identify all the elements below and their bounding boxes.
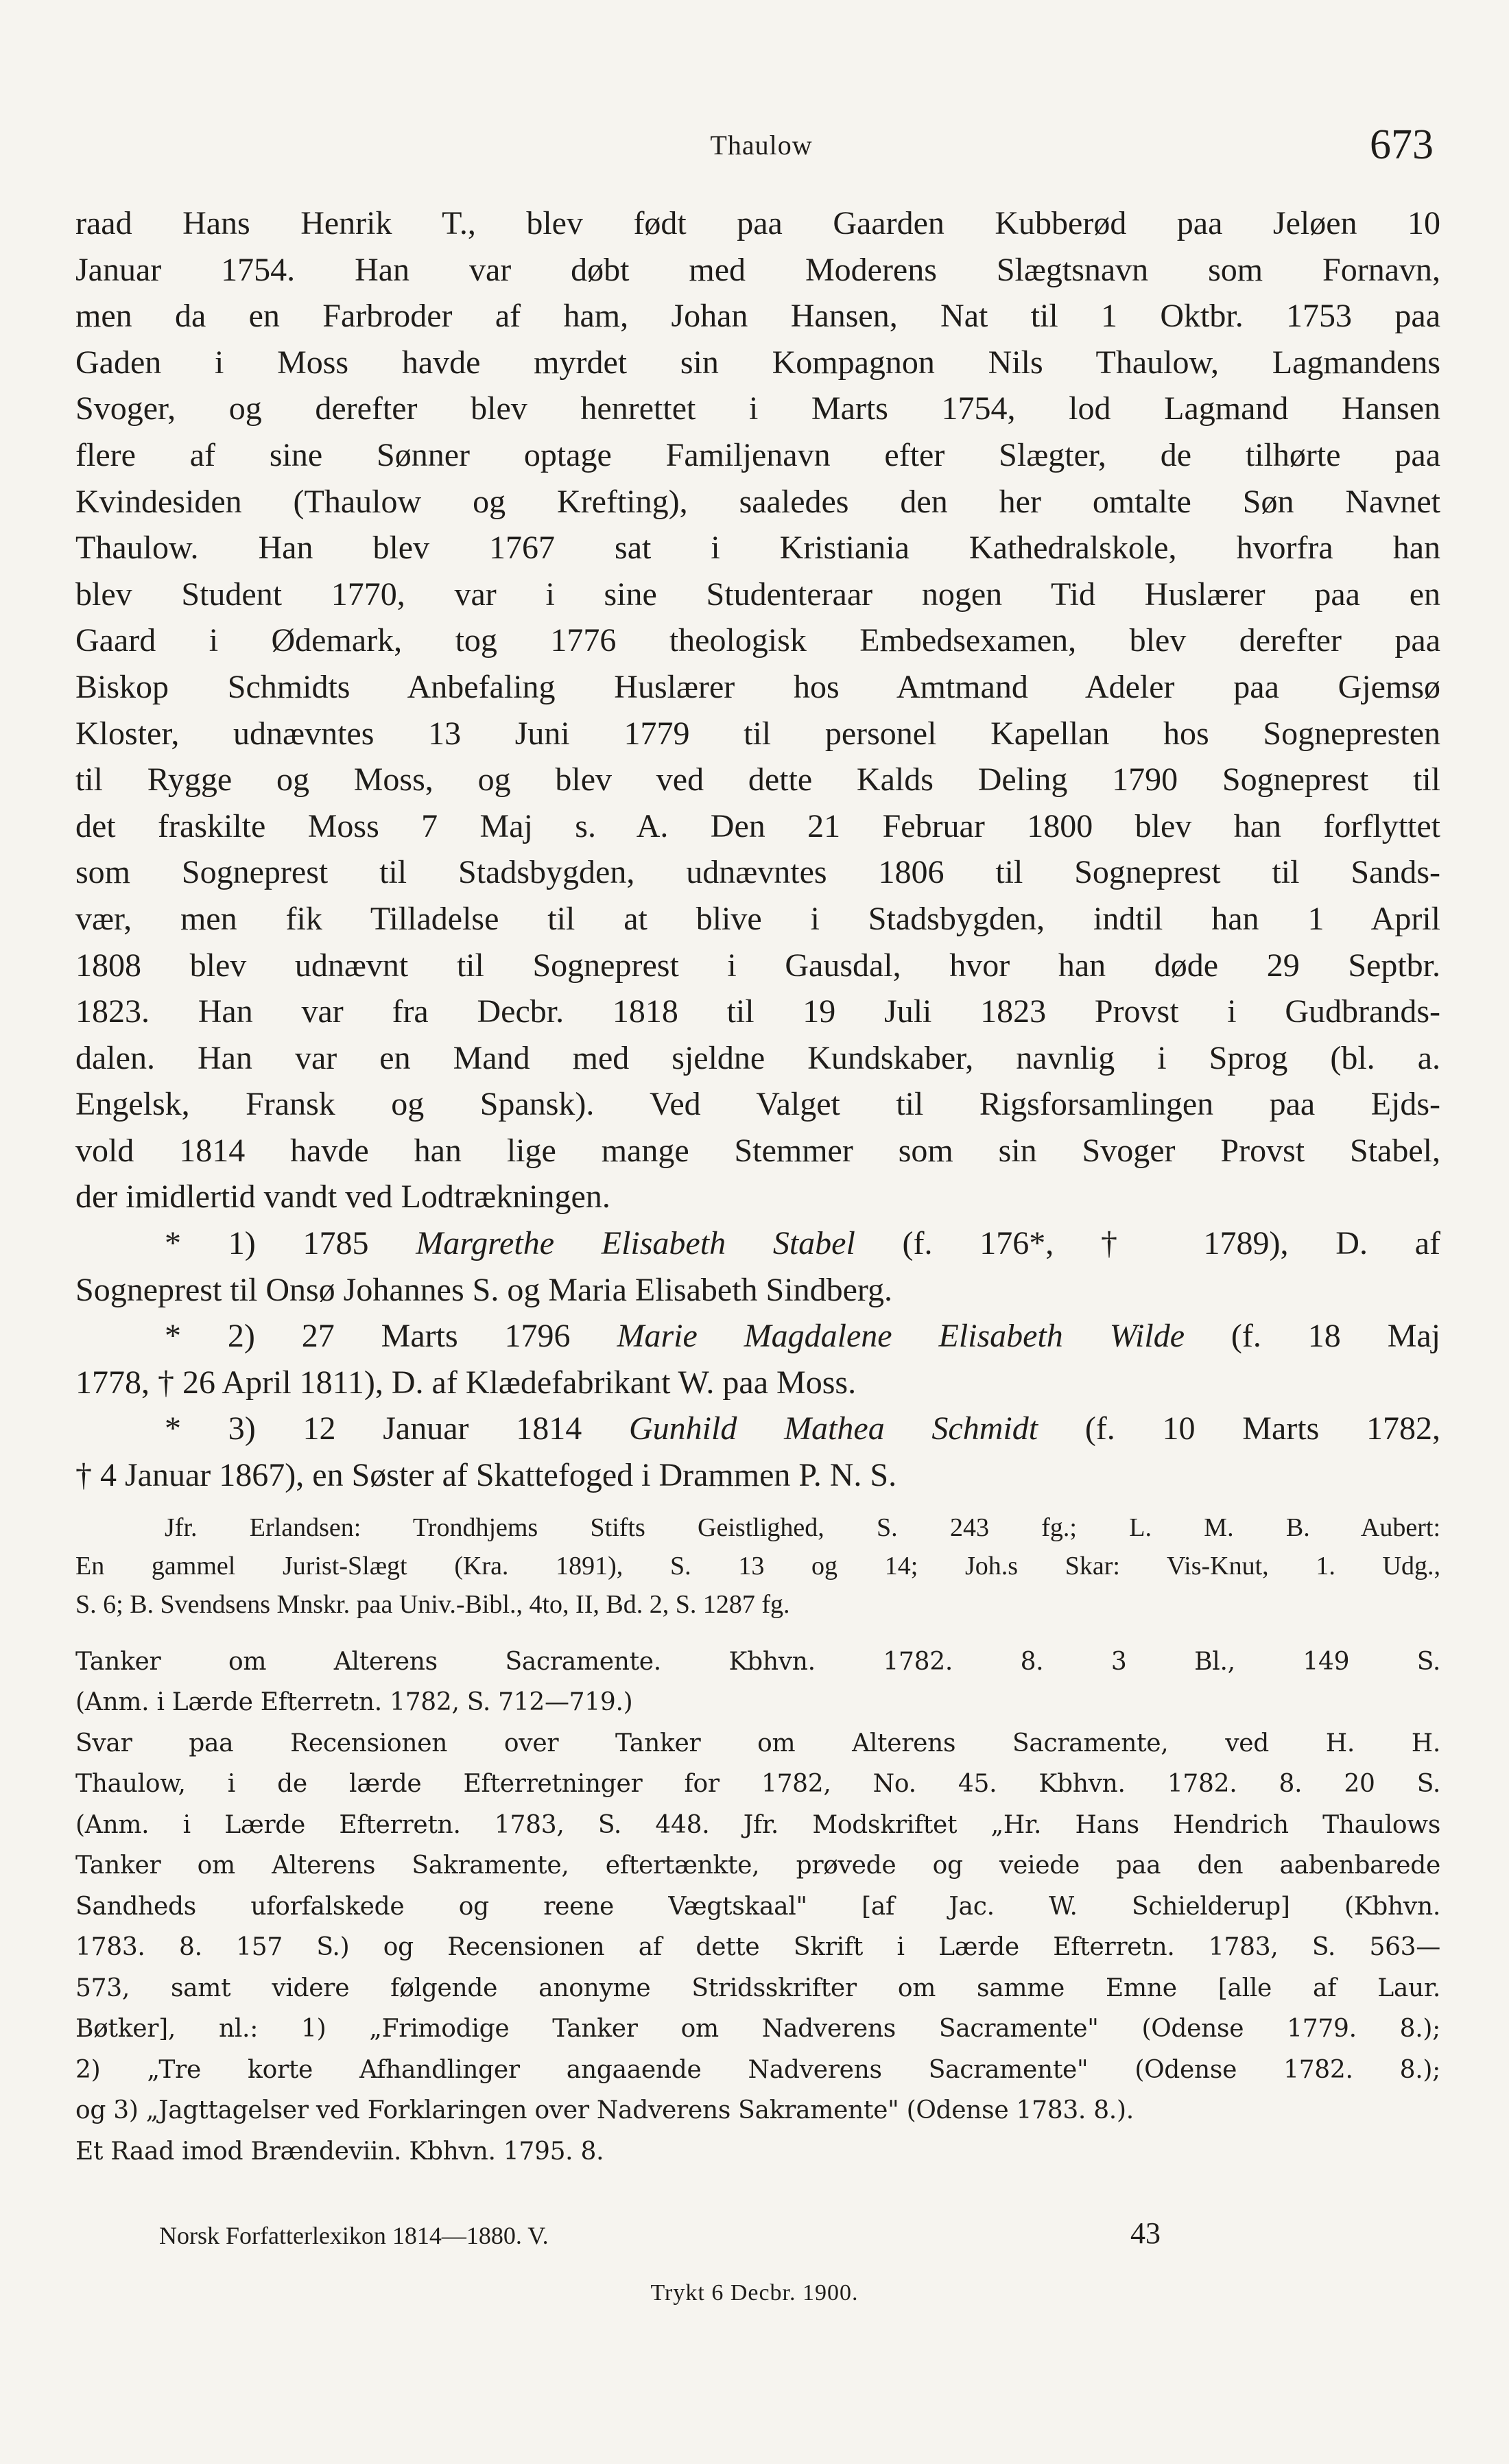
- text-line: som Sogneprest til Stadsbygden, udnævntes 1806 til Sogneprest til Sands-: [75, 854, 1440, 891]
- text-line: der imidlertid vandt ved Lodtrækningen.: [75, 1178, 610, 1216]
- marriage-lead: * 3) 12 Januar 1814: [165, 1410, 629, 1447]
- text-line: Kloster, udnævntes 13 Juni 1779 til personel Kapellan hos Sognepresten: [75, 715, 1440, 752]
- marriage-details: (f. 18 Maj: [1185, 1318, 1441, 1355]
- spouse-name: Gunhild Mathea Schmidt: [628, 1410, 1038, 1447]
- text-line: Biskop Schmidts Anbefaling Huslærer hos Amtmand Adeler paa Gjemsø: [75, 668, 1440, 705]
- marriage-line-2: 1778, † 26 April 1811), D. af Klædefabrikant W. paa Moss.: [75, 1364, 857, 1401]
- marriage-details: (f. 10 Marts 1782,: [1038, 1410, 1441, 1447]
- marriage-line-2: Sogneprest til Onsø Johannes S. og Maria Elisabeth Sindberg.: [75, 1271, 892, 1308]
- text-line: flere af sine Sønner optage Familjenavn efter Slægter, de tilhørte paa: [75, 436, 1440, 473]
- marriage-line: [75, 1220, 1440, 1267]
- text-line: 1808 blev udnævnt til Sogneprest i Gausdal, hvor han døde 29 Septbr.: [75, 947, 1440, 984]
- footer-signature: [159, 2216, 1161, 2260]
- signature-text: Norsk Forfatterlexikon 1814—1880. V.: [159, 2222, 549, 2249]
- reference-line: En gammel Jurist-Slægt (Kra. 1891), S. 13 og 14; Joh.s Skar: Vis-Knut, 1. Udg.,: [75, 1551, 1440, 1580]
- bibliography-line: (Anm. i Lærde Efterretn. 1782, S. 712—719.): [75, 1688, 633, 1717]
- bibliography-line: 2) „Tre korte Afhandlinger angaaende Nadverens Sacramente" (Odense 1782. 8.);: [75, 2055, 1440, 2084]
- text-line: men da en Farbroder af ham, Johan Hansen, Nat til 1 Oktbr. 1753 paa: [75, 298, 1440, 335]
- text-line: Engelsk, Fransk og Spansk). Ved Valget til Rigsforsamlingen paa Ejds-: [75, 1086, 1440, 1123]
- text-line: vold 1814 havde han lige mange Stemmer som sin Svoger Provst Stabel,: [75, 1132, 1440, 1169]
- text-line: Gaden i Moss havde myrdet sin Kompagnon Nils Thaulow, Lagmandens: [75, 344, 1440, 381]
- text-line: det fraskilte Moss 7 Maj s. A. Den 21 Februar 1800 blev han forflyttet: [75, 807, 1440, 844]
- bibliography-line: Bøtker], nl.: 1) „Frimodige Tanker om Nadverens Sacramente" (Odense 1779. 8.);: [75, 2015, 1440, 2044]
- reference-line: Jfr. Erlandsen: Trondhjems Stifts Geistlighed, S. 243 fg.; L. M. B. Aubert:: [165, 1513, 1440, 1542]
- bibliography-line: Tanker om Alterens Sacramente. Kbhvn. 1782. 8. 3 Bl., 149 S.: [75, 1647, 1440, 1676]
- marriage-line: [75, 1313, 1440, 1360]
- text-line: Januar 1754. Han var døbt med Moderens Slægtsnavn som Fornavn,: [75, 251, 1440, 288]
- bibliography-line: Et Raad imod Brændeviin. Kbhvn. 1795. 8.: [75, 2137, 604, 2166]
- marriage-lead: * 2) 27 Marts 1796: [165, 1318, 617, 1355]
- bibliography-line: 573, samt videre følgende anonyme Stridsskrifter om samme Emne [alle af Laur.: [75, 1974, 1440, 2002]
- spouse-name: Marie Magdalene Elisabeth Wilde: [617, 1318, 1185, 1355]
- text-line: Kvindesiden (Thaulow og Krefting), saaledes den her omtalte Søn Navnet: [75, 483, 1440, 520]
- marriage-details: (f. 176*, † 1789), D. af: [855, 1225, 1441, 1262]
- biography-paragraph: [75, 200, 1440, 1220]
- printed-date: Trykt 6 Decbr. 1900.: [650, 2280, 859, 2306]
- text-line: Gaard i Ødemark, tog 1776 theologisk Embedsexamen, blev derefter paa: [75, 622, 1440, 659]
- text-line: Thaulow. Han blev 1767 sat i Kristiania Kathedralskole, hvorfra han: [75, 530, 1440, 567]
- spouse-name: Margrethe Elisabeth Stabel: [416, 1225, 855, 1262]
- text-line: vær, men fik Tilladelse til at blive i Stadsbygden, indtil han 1 April: [75, 900, 1440, 937]
- bibliography: [75, 1642, 1440, 2172]
- bibliography-line: og 3) „Jagttagelser ved Forklaringen over Nadverens Sakramente" (Odense 1783. 8.).: [75, 2096, 1134, 2125]
- page-header: [75, 121, 1447, 184]
- sheet-number: 43: [1130, 2216, 1161, 2250]
- page-number: 673: [1370, 121, 1434, 168]
- bibliography-line: Thaulow, i de lærde Efterretninger for 1782, No. 45. Kbhvn. 1782. 8. 20 S.: [75, 1770, 1440, 1799]
- marriages-list: [75, 1220, 1440, 1499]
- references: [75, 1508, 1440, 1624]
- marriage-lead: * 1) 1785: [165, 1225, 416, 1262]
- bibliography-line: Tanker om Alterens Sakramente, eftertænkte, prøvede og veiede paa den aabenbarede: [75, 1851, 1440, 1880]
- text-line: 1823. Han var fra Decbr. 1818 til 19 Juli 1823 Provst i Gudbrands-: [75, 993, 1440, 1030]
- marriage-line: [75, 1406, 1440, 1452]
- bibliography-line: Sandheds uforfalskede og reene Vægtskaal" [af Jac. W. Schielderup] (Kbhvn.: [75, 1892, 1440, 1921]
- marriage-line-2: † 4 Januar 1867), en Søster af Skattefoged i Drammen P. N. S.: [75, 1457, 897, 1494]
- text-line: Svoger, og derefter blev henrettet i Marts 1754, lod Lagmand Hansen: [75, 390, 1440, 427]
- text-line: til Rygge og Moss, og blev ved dette Kalds Deling 1790 Sogneprest til: [75, 761, 1440, 798]
- text-line: blev Student 1770, var i sine Studenteraar nogen Tid Huslærer paa en: [75, 576, 1440, 613]
- bibliography-line: Svar paa Recensionen over Tanker om Alterens Sacramente, ved H. H.: [75, 1729, 1440, 1757]
- text-line: raad Hans Henrik T., blev født paa Gaarden Kubberød paa Jeløen 10: [75, 205, 1440, 241]
- running-title: Thaulow: [710, 130, 813, 161]
- bibliography-line: (Anm. i Lærde Efterretn. 1783, S. 448. Jfr. Modskriftet „Hr. Hans Hendrich Thaulows: [75, 1810, 1440, 1839]
- reference-line: S. 6; B. Svendsens Mnskr. paa Univ.-Bibl., 4to, II, Bd. 2, S. 1287 fg.: [75, 1589, 790, 1619]
- text-line: dalen. Han var en Mand med sjeldne Kundskaber, navnlig i Sprog (bl. a.: [75, 1039, 1440, 1076]
- main-text: [75, 200, 1440, 2172]
- bibliography-line: 1783. 8. 157 S.) og Recensionen af dette Skrift i Lærde Efterretn. 1783, S. 563—: [75, 1933, 1440, 1962]
